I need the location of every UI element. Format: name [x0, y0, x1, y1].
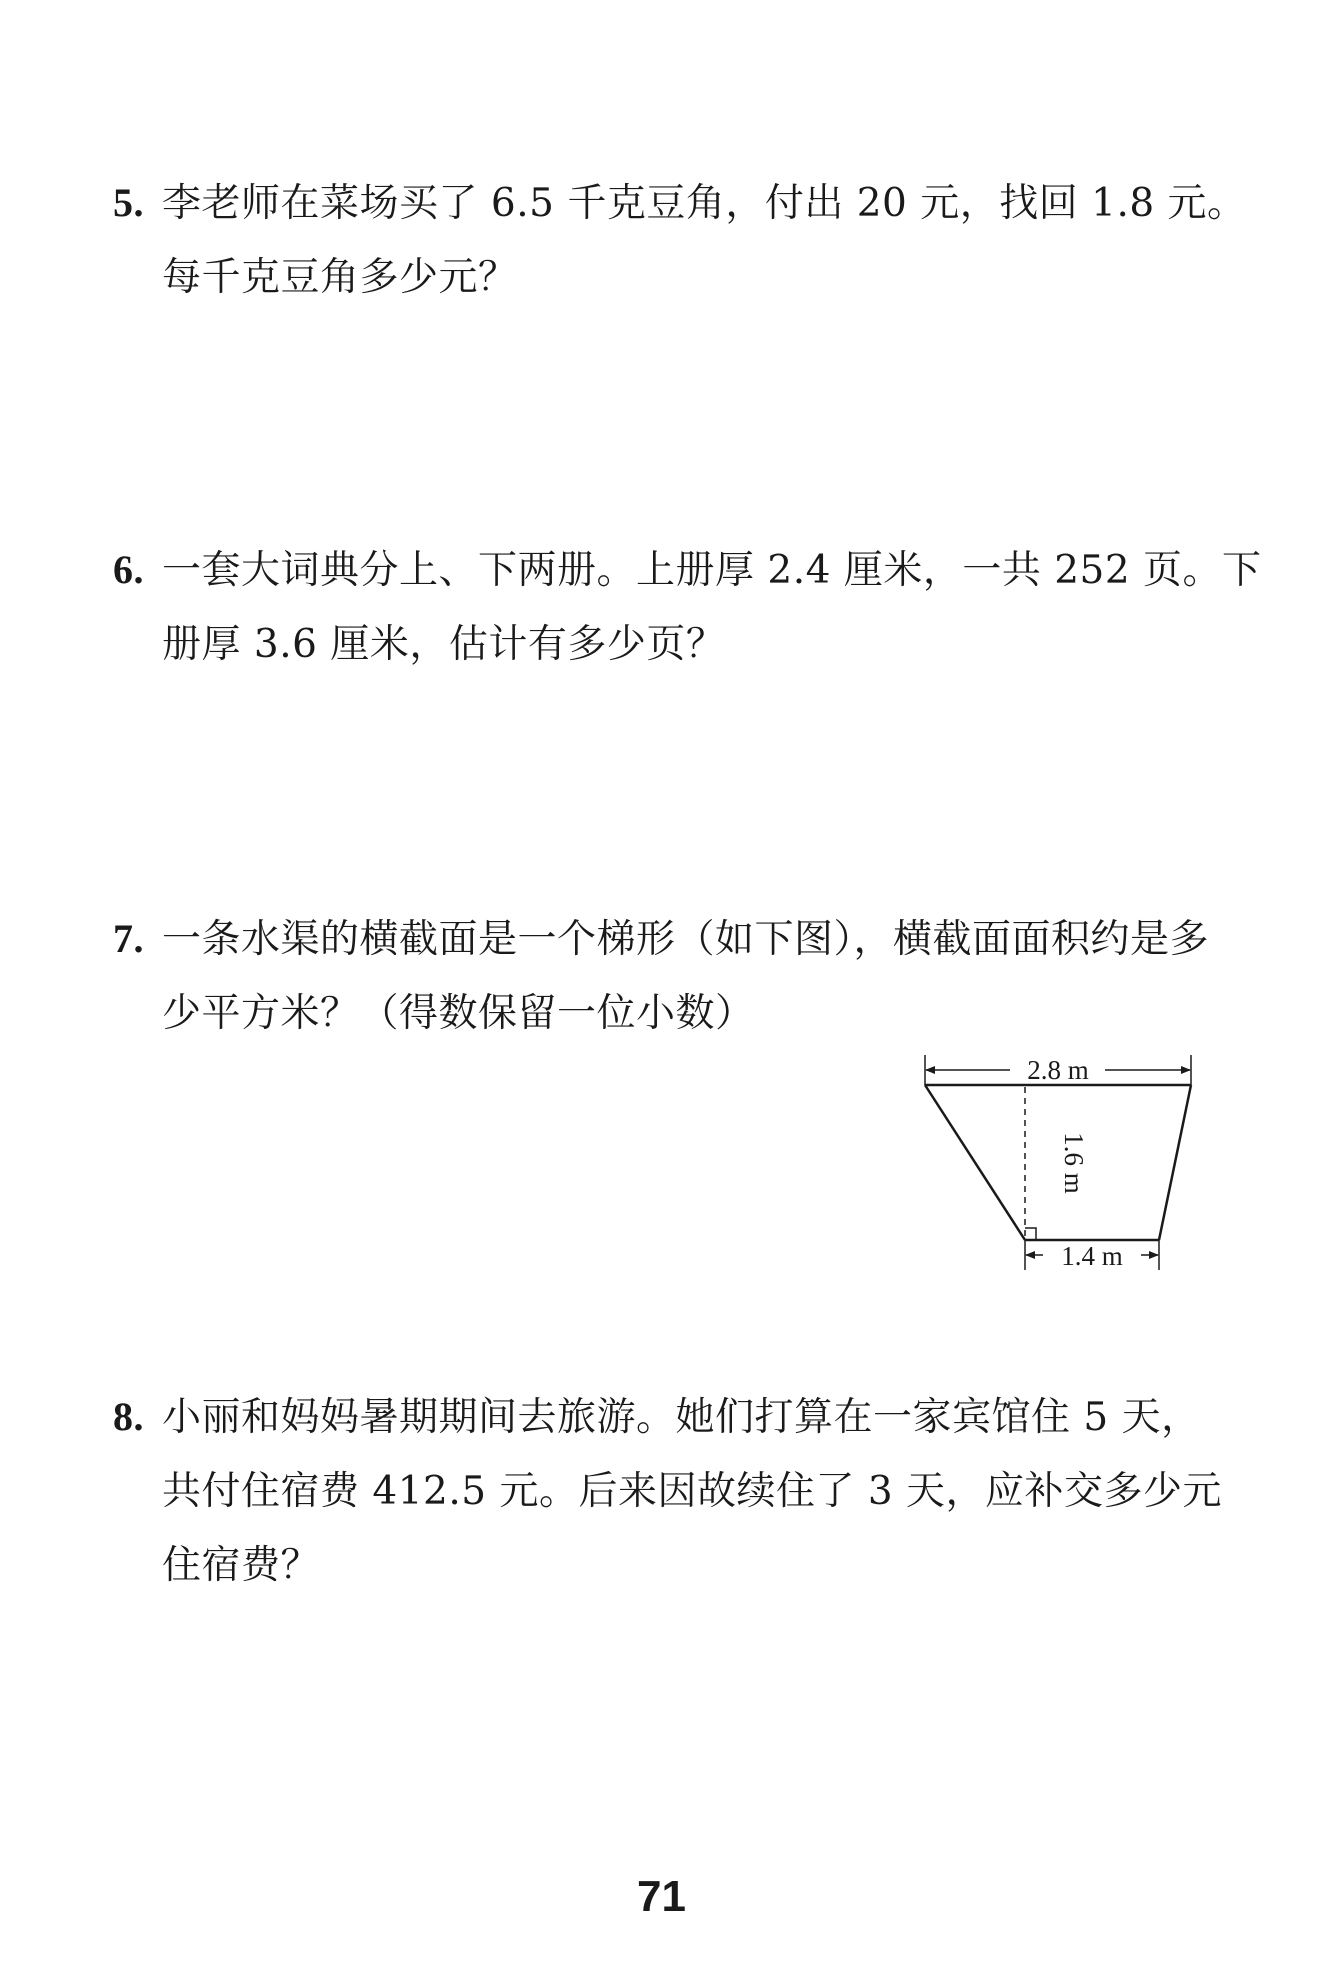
page-number: 71 — [637, 1872, 686, 1921]
height-dimension-label: 1.6 m — [1059, 1132, 1089, 1194]
problem-text: 一套大词典分上、下两册。上册厚 2.4 厘米，一共 252 页。下 — [162, 548, 1262, 593]
problem-text: 册厚 3.6 厘米，估计有多少页？ — [162, 622, 726, 667]
problem-8 — [113, 1380, 1223, 1603]
problem-line — [113, 1380, 1203, 1455]
trapezoid-diagram — [915, 1045, 1205, 1280]
problem-text: 住宿费？ — [162, 1543, 321, 1588]
trapezoid-left-edge — [925, 1085, 1025, 1240]
problem-5 — [113, 166, 1247, 315]
problem-text: 每千克豆角多少元？ — [162, 255, 518, 300]
problem-6 — [113, 533, 1262, 682]
problem-number: 6. — [113, 547, 144, 592]
problem-7 — [113, 902, 1210, 1051]
problem-text: 少平方米？（得数保留一位小数） — [162, 991, 755, 1036]
top-dimension-label: 2.8 m — [1027, 1055, 1089, 1085]
problem-line — [113, 166, 1247, 241]
problem-line — [113, 533, 1262, 608]
problem-text: 一条水渠的横截面是一个梯形（如下图），横截面面积约是多 — [162, 917, 1210, 962]
problem-text: 共付住宿费 412.5 元。后来因故续住了 3 天，应补交多少元 — [162, 1469, 1223, 1514]
problem-line — [113, 902, 1210, 977]
right-angle-mark — [1025, 1228, 1036, 1239]
problem-number: 5. — [113, 180, 144, 225]
problem-number: 8. — [113, 1394, 144, 1439]
bottom-dimension-label: 1.4 m — [1061, 1241, 1123, 1271]
trapezoid-right-edge — [1159, 1085, 1191, 1240]
problem-text: 小丽和妈妈暑期期间去旅游。她们打算在一家宾馆住 5 天， — [162, 1395, 1201, 1440]
problem-text: 李老师在菜场买了 6.5 千克豆角，付出 20 元，找回 1.8 元。 — [162, 181, 1247, 226]
problem-number: 7. — [113, 916, 144, 961]
